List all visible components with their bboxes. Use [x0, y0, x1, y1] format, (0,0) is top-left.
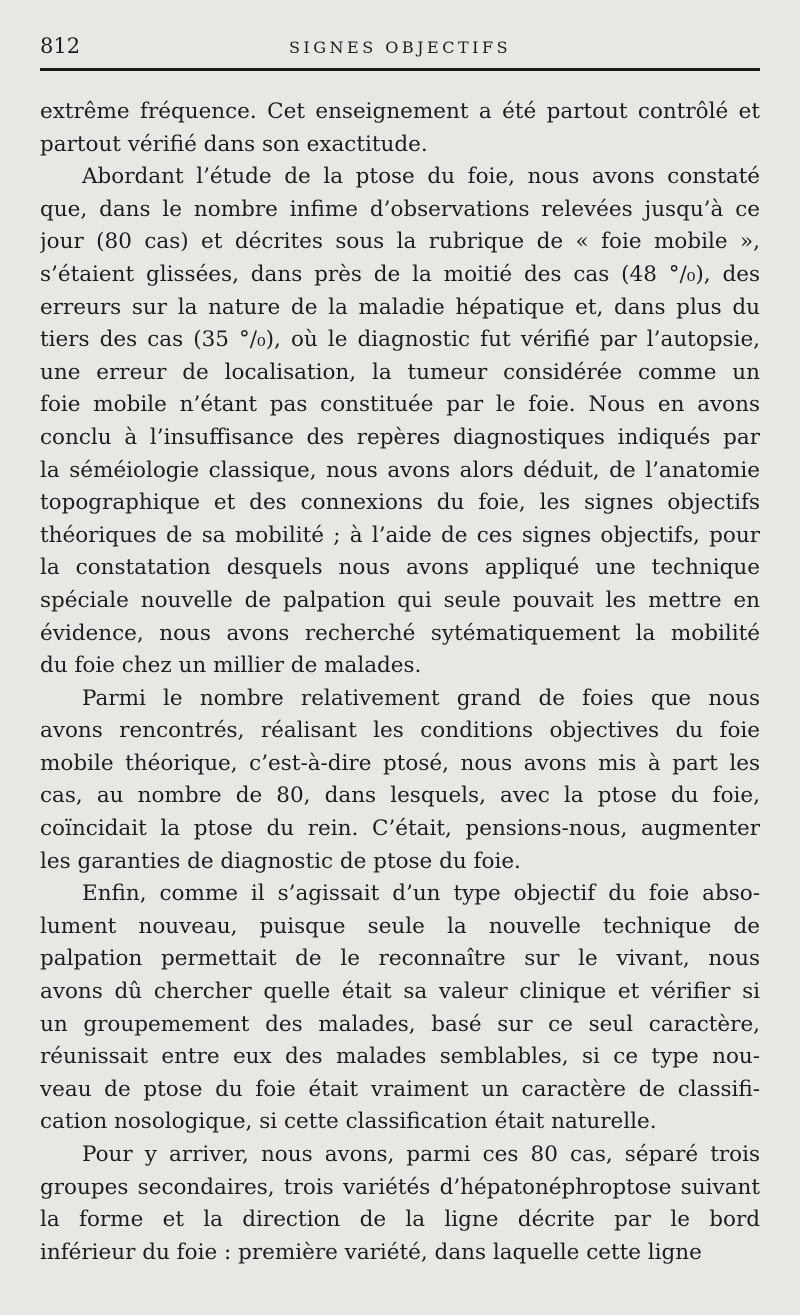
text-line: Enfin, comme il s’agissait d’un type objectif du foie abso-	[82, 881, 760, 907]
text-line: une erreur de localisation, la tumeur considérée comme un	[40, 359, 760, 385]
text-line: cation nosologique, si cette classification était naturelle.	[40, 1109, 657, 1135]
text-line: extrême fréquence. Cet enseignement a été partout contrôlé et	[40, 99, 760, 124]
text-line: Abordant l’étude de la ptose du foie, nous avons constaté	[82, 164, 760, 190]
text-line: cas, au nombre de 80, dans lesquels, avec la ptose du foie,	[40, 783, 760, 809]
text-line: réunissait entre eux des malades semblables, si ce type nou-	[40, 1044, 760, 1070]
text-line: topographique et des connexions du foie, les signes objectifs	[40, 490, 760, 516]
text-line: théoriques de sa mobilité ; à l’aide de ces signes objectifs, pour	[40, 522, 760, 548]
text-line: partout vérifié dans son exactitude.	[40, 131, 428, 157]
text-line: que, dans le nombre infime d’observations relevées jusqu’à ce	[40, 196, 760, 222]
text-line: coïncidait la ptose du rein. C’était, pensions-nous, augmenter	[40, 816, 760, 842]
text-line: spéciale nouvelle de palpation qui seule pouvait les mettre en	[40, 587, 760, 613]
text-line: du foie chez un millier de malades.	[40, 653, 422, 679]
page-number: 812	[40, 34, 81, 58]
text-line: palpation permettait de le reconnaître sur le vivant, nous	[40, 946, 760, 972]
text-line: la séméiologie classique, nous avons alors déduit, de l’anatomie	[40, 457, 760, 483]
text-line: un groupemement des malades, basé sur ce seul caractère,	[40, 1011, 760, 1037]
text-line: tiers des cas (35 °/₀), où le diagnostic fut vérifié par l’autopsie,	[40, 327, 760, 353]
text-line: la constatation desquels nous avons appliqué une technique	[40, 555, 760, 581]
text-line: avons rencontrés, réalisant les conditions objectives du foie	[40, 718, 760, 744]
text-line: conclu à l’insuffisance des repères diagnostiques indiqués par	[40, 424, 760, 450]
text-line: évidence, nous avons recherché sytématiquement la mobilité	[40, 620, 760, 646]
text-line: les garanties de diagnostic de ptose du foie.	[40, 848, 521, 874]
running-head	[40, 34, 760, 64]
header-rule	[40, 68, 760, 71]
text-line: inférieur du foie : première variété, dans laquelle cette ligne	[40, 1239, 702, 1265]
text-line: jour (80 cas) et décrites sous la rubrique de « foie mobile »,	[40, 229, 760, 255]
text-line: lument nouveau, puisque seule la nouvelle technique de	[40, 913, 760, 939]
text-line: groupes secondaires, trois variétés d’hépatonéphroptose suivant	[40, 1174, 760, 1200]
text-line: avons dû chercher quelle était sa valeur clinique et vérifier si	[40, 979, 760, 1005]
text-line: mobile théorique, c’est-à-dire ptosé, nous avons mis à part les	[40, 750, 760, 776]
text-line: Parmi le nombre relativement grand de foies que nous	[82, 685, 760, 711]
text-line: foie mobile n’étant pas constituée par le foie. Nous en avons	[40, 392, 760, 418]
text-line: veau de ptose du foie était vraiment un caractère de classifi-	[40, 1076, 760, 1102]
running-title: SIGNES OBJECTIFS	[288, 38, 512, 57]
text-line: s’étaient glissées, dans près de la moitié des cas (48 °/₀), des	[40, 261, 760, 287]
text-line: erreurs sur la nature de la maladie hépatique et, dans plus du	[40, 294, 760, 320]
body-text	[40, 96, 760, 1269]
text-line: Pour y arriver, nous avons, parmi ces 80 cas, séparé trois	[82, 1142, 760, 1167]
text-line: la forme et la direction de la ligne décrite par le bord	[40, 1207, 760, 1233]
